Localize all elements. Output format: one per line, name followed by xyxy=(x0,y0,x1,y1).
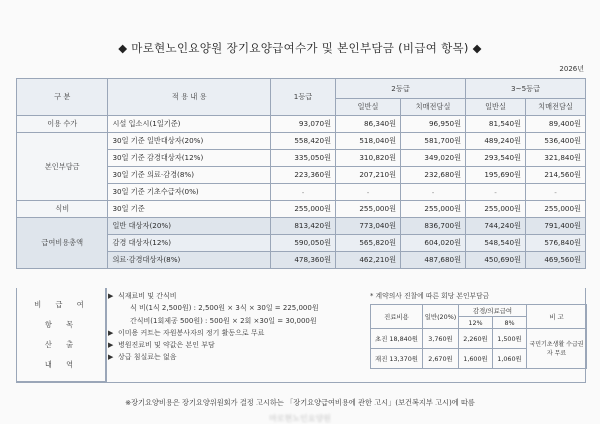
cell-value: 86,340원 xyxy=(336,116,401,133)
cell-value: 93,070원 xyxy=(271,116,336,133)
cell-value: 255,000원 xyxy=(271,201,336,218)
contract-box-title: * 계약의사 진찰에 따른 회당 본인부담금 xyxy=(370,292,490,300)
note-line xyxy=(108,339,368,351)
side-label-line: 비 급 여 xyxy=(34,300,90,309)
cell-value: 96,950원 xyxy=(401,116,466,133)
cell-value: 255,000원 xyxy=(401,201,466,218)
sub-header-12: 12% xyxy=(459,317,493,329)
cell-value: 293,540원 xyxy=(466,150,526,167)
row-label: 30일 기준 감경대상자(12%) xyxy=(108,150,271,167)
sub-header-8: 8% xyxy=(493,317,527,329)
cell-value: 590,050원 xyxy=(271,235,336,252)
cell-value: 450,690원 xyxy=(466,252,526,269)
cell-value: - xyxy=(271,184,336,201)
row-label: 30일 기준 기초수급자(0%) xyxy=(108,184,271,201)
cell-value: 89,400원 xyxy=(525,116,585,133)
cell-value: 321,840원 xyxy=(525,150,585,167)
cell-value: 773,040원 xyxy=(336,218,401,235)
cell-value: 195,690원 xyxy=(466,167,526,184)
header-grade1: 1등급 xyxy=(271,79,336,116)
row-label: 30일 기준 의료·감경(8%) xyxy=(108,167,271,184)
note-text: 상급 침실료는 없음 xyxy=(118,353,177,362)
cell-value: - xyxy=(336,184,401,201)
contract-doctor-box xyxy=(370,290,586,369)
row-label: 의료·감경대상자(8%) xyxy=(108,252,271,269)
cell-value: 478,360원 xyxy=(271,252,336,269)
cell-value: 232,680원 xyxy=(401,167,466,184)
row-label: 시설 입소시(1일기준) xyxy=(108,116,271,133)
arrow-icon: ▶ xyxy=(108,341,114,350)
header-grade2: 2등급 xyxy=(336,79,466,99)
cell-value: 565,820원 xyxy=(336,235,401,252)
row-label: 30일 기준 xyxy=(108,201,271,218)
arrow-icon: ▶ xyxy=(108,353,114,362)
header-grade35-general: 일반실 xyxy=(466,99,526,116)
row-category: 식비 xyxy=(17,201,108,218)
row-category: 본인부담금 xyxy=(17,133,108,201)
side-label-line: 산 출 xyxy=(44,340,80,349)
document-title: ◆ 마로현노인요양원 장기요양급여수가 및 본인부담금 (비급여 항목) ◆ xyxy=(118,41,482,55)
cell-value: 349,020원 xyxy=(401,150,466,167)
row-category: 급여비용총액 xyxy=(17,218,108,269)
table-row xyxy=(17,201,586,218)
row-label: 30일 기준 일반대상자(20%) xyxy=(108,133,271,150)
header-grade2-dementia: 치매전담실 xyxy=(401,99,466,116)
note-line xyxy=(108,302,368,314)
cell-value: 536,400원 xyxy=(525,133,585,150)
sub-header-reduction: 감경/의료급여 xyxy=(459,305,527,317)
cell-value: 581,700원 xyxy=(401,133,466,150)
arrow-icon: ▶ xyxy=(108,292,114,300)
row-label: 일반 대상자(20%) xyxy=(108,218,271,235)
note-text: 병원진료비 및 약값은 본인 부담 xyxy=(118,341,215,350)
cell-value: 469,560원 xyxy=(525,252,585,269)
cell-value: 214,560원 xyxy=(525,167,585,184)
cell-value: 462,210원 xyxy=(336,252,401,269)
cell-value: 548,540원 xyxy=(466,235,526,252)
cell-value: 813,420원 xyxy=(271,218,336,235)
cell-value: 255,000원 xyxy=(466,201,526,218)
cell-value: - xyxy=(525,184,585,201)
note-line xyxy=(108,351,368,363)
header-grade2-general: 일반실 xyxy=(336,99,401,116)
header-category: 구 분 xyxy=(17,79,108,116)
sub-cell: 3,760원 xyxy=(423,329,459,349)
cell-value: 836,700원 xyxy=(401,218,466,235)
sub-header-general: 일반(20%) xyxy=(423,305,459,329)
header-grade3-5: 3~5등급 xyxy=(466,79,586,99)
note-text: 식 비(1식 2,500원) : 2,500원 × 3식 × 30일 = 225,000원 xyxy=(130,304,319,313)
cell-value: 255,000원 xyxy=(525,201,585,218)
sub-header-fee: 진료비용 xyxy=(371,305,423,329)
cell-value: 604,020원 xyxy=(401,235,466,252)
cell-value: 207,210원 xyxy=(336,167,401,184)
sub-row-label: 재진 13,370원 xyxy=(371,349,423,369)
sub-cell: 1,600원 xyxy=(459,349,493,369)
cell-value: 335,050원 xyxy=(271,150,336,167)
row-category: 이용 수가 xyxy=(17,116,108,133)
cell-value: - xyxy=(466,184,526,201)
side-label-line: 내 역 xyxy=(44,360,80,369)
cell-value: 576,840원 xyxy=(525,235,585,252)
sub-cell: 1,500원 xyxy=(493,329,527,349)
fee-table xyxy=(16,78,586,269)
note-text: 이미용 커트는 자원봉사자의 정기 활동으로 무료 xyxy=(118,328,265,337)
note-line xyxy=(108,315,368,327)
note-line xyxy=(108,290,368,302)
nonbenefit-side-label xyxy=(16,288,106,382)
table-row xyxy=(17,133,586,150)
header-content: 적 용 내 용 xyxy=(108,79,271,116)
sub-remarks: 국민기초생활 수급권자 무료 xyxy=(527,329,587,369)
note-text: 간식비(1회제공 500원) : 500원 × 2회 ×30일 = 30,000원 xyxy=(130,316,317,325)
cell-value: 310,820원 xyxy=(336,150,401,167)
contract-fee-table xyxy=(370,304,587,369)
sub-cell: 2,260원 xyxy=(459,329,493,349)
cell-value: 518,040원 xyxy=(336,133,401,150)
nonbenefit-notes xyxy=(108,290,368,364)
cell-value: 487,680원 xyxy=(401,252,466,269)
cell-value: 489,240원 xyxy=(466,133,526,150)
note-text: 식재료비 및 간식비 xyxy=(118,292,177,300)
table-row xyxy=(17,116,586,133)
sub-cell: 1,060원 xyxy=(493,349,527,369)
document-year: 2026년 xyxy=(559,65,584,73)
cell-value: 744,240원 xyxy=(466,218,526,235)
footer-blurred-text: 마로현노인요양원 xyxy=(269,414,331,423)
arrow-icon: ▶ xyxy=(108,328,114,337)
cell-value: 791,400원 xyxy=(525,218,585,235)
footnote: ※장기요양비용은 장기요양위원회가 결정 고시하는 「장기요양급여비용에 관한 고시」(보건복지부 고시)에 따름 xyxy=(125,398,475,407)
cell-value: 255,000원 xyxy=(336,201,401,218)
header-grade35-dementia: 치매전담실 xyxy=(525,99,585,116)
sub-row-label: 초진 18,840원 xyxy=(371,329,423,349)
cell-value: 558,420원 xyxy=(271,133,336,150)
row-label: 감경 대상자(12%) xyxy=(108,235,271,252)
note-line xyxy=(108,327,368,339)
side-label-line: 항 목 xyxy=(44,320,80,329)
sub-header-remarks: 비 고 xyxy=(527,305,587,329)
cell-value: - xyxy=(401,184,466,201)
sub-cell: 2,670원 xyxy=(423,349,459,369)
cell-value: 81,540원 xyxy=(466,116,526,133)
cell-value: 223,360원 xyxy=(271,167,336,184)
table-row xyxy=(17,218,586,235)
